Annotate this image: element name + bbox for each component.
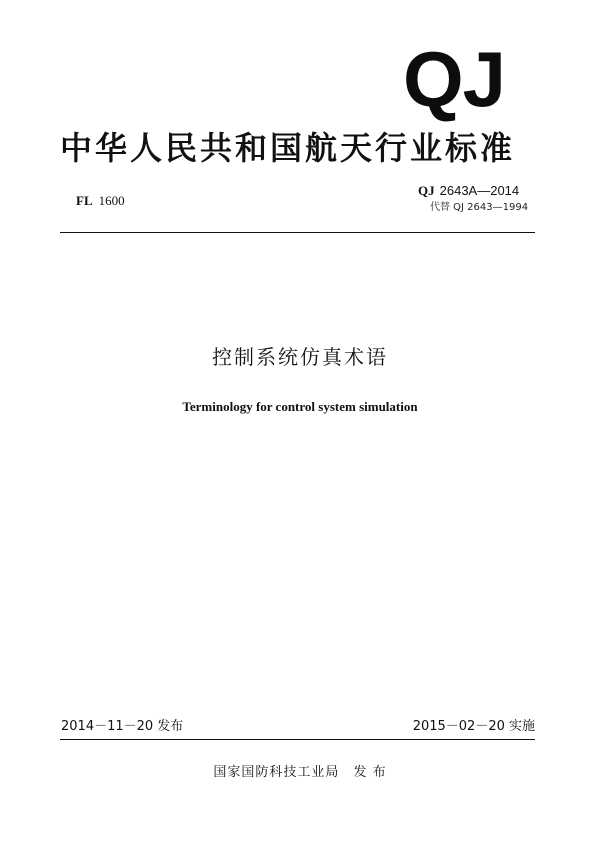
document-title-chinese: 控制系统仿真术语	[212, 345, 388, 369]
standard-logo: QJ	[403, 35, 506, 123]
classification-number: 1600	[98, 193, 125, 208]
publisher-line	[0, 765, 600, 781]
publish-action: 发 布	[353, 765, 387, 780]
implementation-date: 2015－02－20 实施	[412, 719, 535, 734]
standard-number	[418, 183, 519, 199]
issue-date: 2014－11－20 发布	[61, 719, 184, 734]
footer-divider	[60, 739, 535, 740]
document-title-english: Terminology for control system simulation	[182, 399, 418, 414]
classification-code	[76, 193, 125, 209]
standard-number-prefix: QJ	[418, 183, 435, 198]
classification-label: FL	[76, 193, 93, 208]
standard-category-title: 中华人民共和国航天行业标准	[60, 129, 516, 167]
standard-number-value: 2643A—2014	[439, 183, 520, 198]
header-divider	[60, 232, 535, 233]
publisher-name: 国家国防科技工业局	[213, 765, 340, 780]
replaces-note: 代替 QJ 2643—1994	[430, 202, 529, 213]
